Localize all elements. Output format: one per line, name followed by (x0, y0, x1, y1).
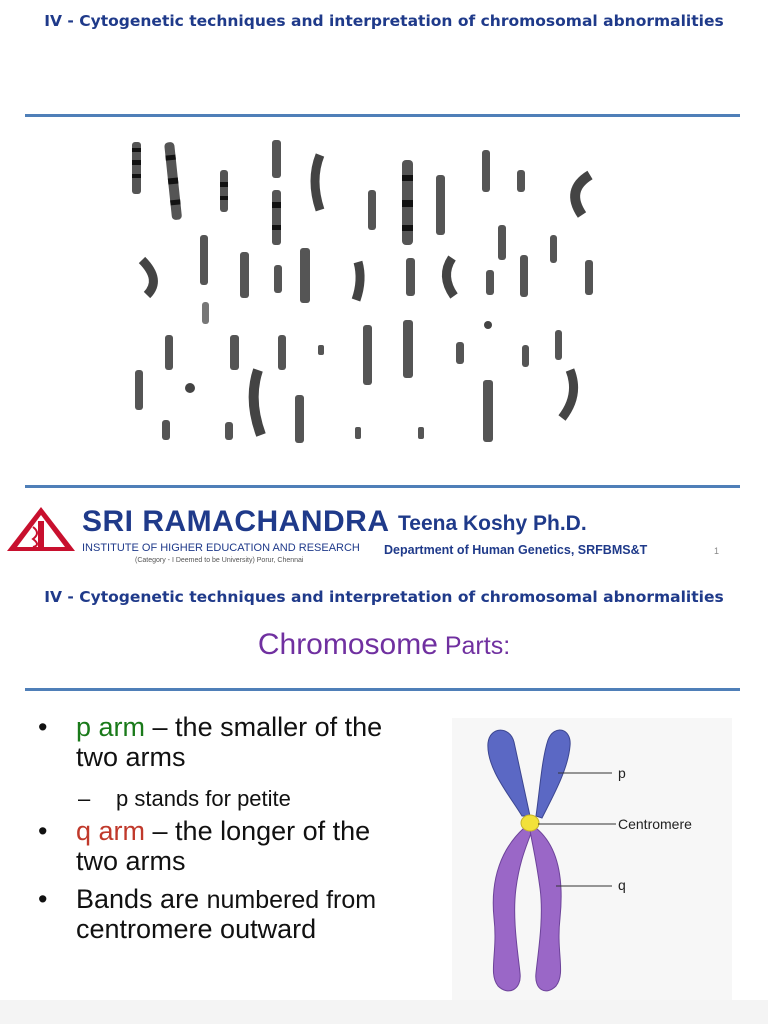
chromosome-row-2 (142, 225, 593, 324)
q-arm-def-line2: two arms (76, 846, 186, 876)
slide1-header: IV - Cytogenetic techniques and interpretation of chromosomal abnormalities (44, 12, 724, 30)
centromere-label: Centromere (618, 816, 692, 832)
p-label: p (618, 765, 626, 781)
institution-logo-icon (5, 505, 77, 555)
slide2-header: IV - Cytogenetic techniques and interpretation of chromosomal abnormalities (44, 588, 724, 606)
department-name: Department of Human Genetics, SRFBMS&T (384, 543, 648, 557)
q-arm-def: – the longer of the (145, 816, 371, 846)
slide2-title-main: Chromosome (257, 628, 438, 661)
bands-text-a: Bands are (76, 884, 207, 914)
petite-note: p stands for petite (116, 786, 291, 811)
institution-name: SRI RAMACHANDRA (82, 505, 390, 538)
slide2-divider (25, 688, 740, 691)
q-label: q (618, 877, 626, 893)
page-number: 1 (714, 546, 720, 556)
q-arm-term: q arm (76, 816, 146, 846)
institution-note: (Category - I Deemed to be University) Porur, Chennai (135, 557, 304, 564)
slide2-title (0, 628, 768, 662)
slide1-divider (25, 114, 740, 117)
p-arm-term: p arm (76, 712, 146, 742)
karyotype-image (120, 130, 610, 455)
chromosome-diagram (452, 718, 732, 1003)
slide1-footer-divider (25, 485, 740, 488)
slide2-title-rest: Parts: (437, 632, 511, 660)
centromere-dot (521, 815, 539, 831)
p-arm-def: – the smaller of the (145, 712, 383, 742)
bands-text-b: numbered from (206, 886, 377, 914)
institution-sub: INSTITUTE OF HIGHER EDUCATION AND RESEARCH (82, 542, 360, 554)
bands-text-line2: centromere outward (76, 914, 317, 944)
bottom-band (0, 1000, 768, 1024)
author-name: Teena Koshy Ph.D. (398, 512, 587, 535)
chromosome-row-1 (132, 140, 590, 245)
p-arm-def-line2: two arms (76, 742, 186, 772)
chromosome-row-3 (135, 320, 574, 443)
